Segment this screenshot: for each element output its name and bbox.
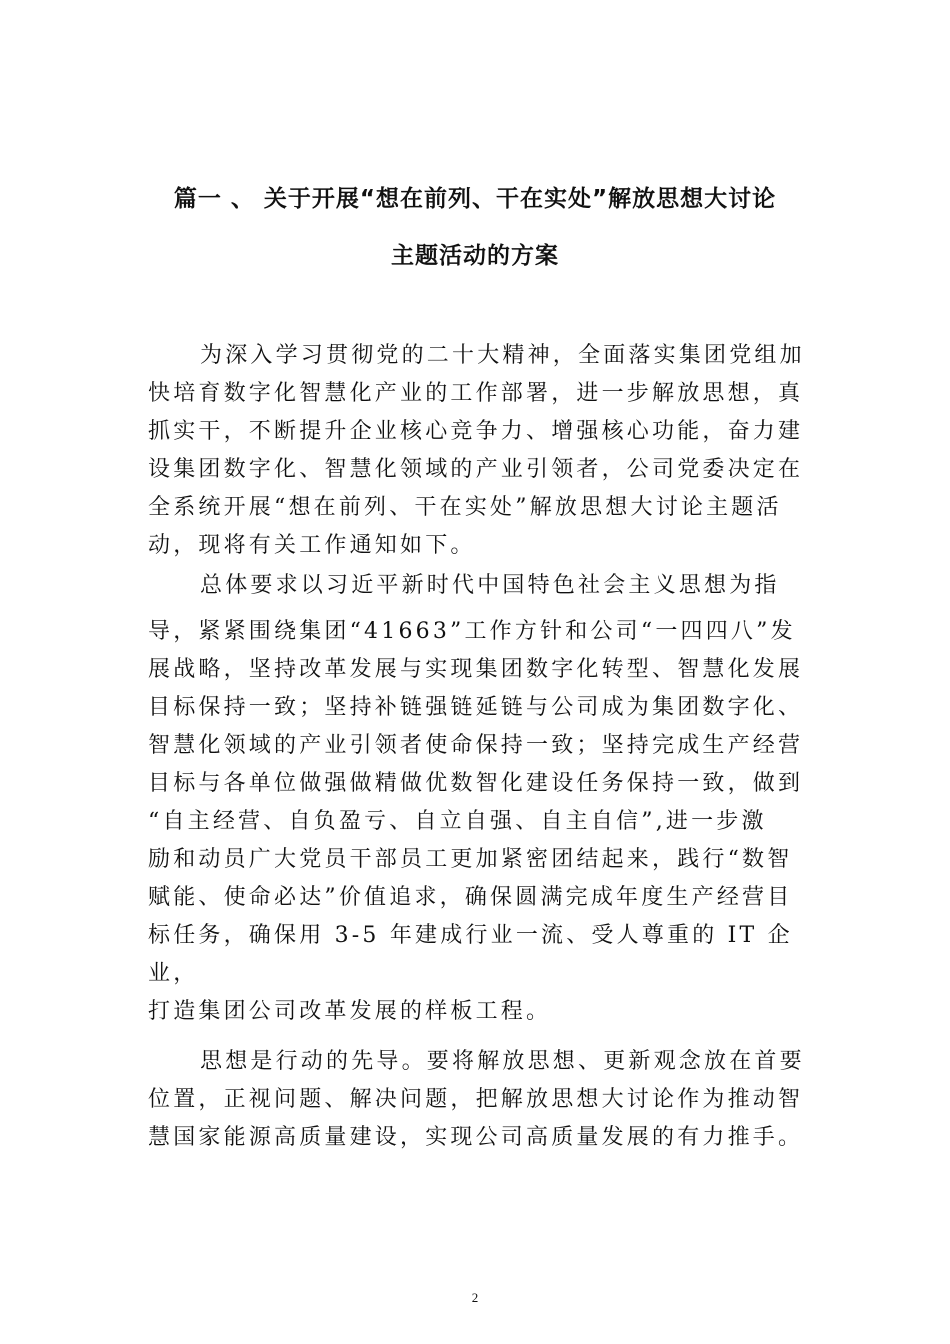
- paragraph-line: 标任务，确保用 3-5 年建成行业一流、受人尊重的 IT 企: [148, 923, 793, 948]
- paragraph-line: 展战略，坚持改革发展与实现集团数字化转型、智慧化发展: [148, 657, 804, 682]
- paragraph-line: 为深入学习贯彻党的二十大精神，全面落实集团党组加: [200, 343, 805, 368]
- paragraph-line: “自主经营、自负盈亏、自立自强、自主自信”,进一步激: [148, 809, 767, 834]
- paragraph-line: 励和动员广大党员干部员工更加紧密团结起来，践行“数智: [148, 847, 793, 872]
- paragraph-line: 全系统开展“想在前列、干在实处”解放思想大讨论主题活: [148, 495, 782, 520]
- document-title-line2: 主题活动的方案: [391, 243, 559, 269]
- paragraph-line: 导，紧紧围绕集团“41663”工作方针和公司“一四四八”发: [148, 619, 796, 644]
- paragraph-line: 智慧化领域的产业引领者使命保持一致；坚持完成生产经营: [148, 733, 804, 758]
- page-number: 2: [471, 1290, 479, 1305]
- paragraph-line: 设集团数字化、智慧化领域的产业引领者，公司党委决定在: [148, 457, 804, 482]
- paragraph-line: 赋能、使命必达”价值追求，确保圆满完成年度生产经营目: [148, 885, 793, 910]
- paragraph-line: 业，: [148, 961, 199, 986]
- paragraph-line: 位置，正视问题、解决问题，把解放思想大讨论作为推动智: [148, 1087, 804, 1112]
- paragraph-line: 目标保持一致；坚持补链强链延链与公司成为集团数字化、: [148, 695, 804, 720]
- paragraph-line: 动，现将有关工作通知如下。: [148, 533, 476, 558]
- paragraph-line: 慧国家能源高质量建设，实现公司高质量发展的有力推手。: [148, 1125, 804, 1150]
- paragraph-line: 目标与各单位做强做精做优数智化建设任务保持一致，做到: [148, 771, 804, 796]
- paragraph-line: 总体要求以习近平新时代中国特色社会主义思想为指: [200, 573, 780, 598]
- document-title-line1: 篇一 、 关于开展“想在前列、干在实处”解放思想大讨论: [173, 186, 777, 212]
- paragraph-line: 打造集团公司改革发展的样板工程。: [148, 999, 552, 1024]
- paragraph-line: 快培育数字化智慧化产业的工作部署，进一步解放思想，真: [148, 381, 804, 406]
- paragraph-line: 思想是行动的先导。要将解放思想、更新观念放在首要: [200, 1049, 805, 1074]
- paragraph-line: 抓实干，不断提升企业核心竞争力、增强核心功能，奋力建: [148, 419, 804, 444]
